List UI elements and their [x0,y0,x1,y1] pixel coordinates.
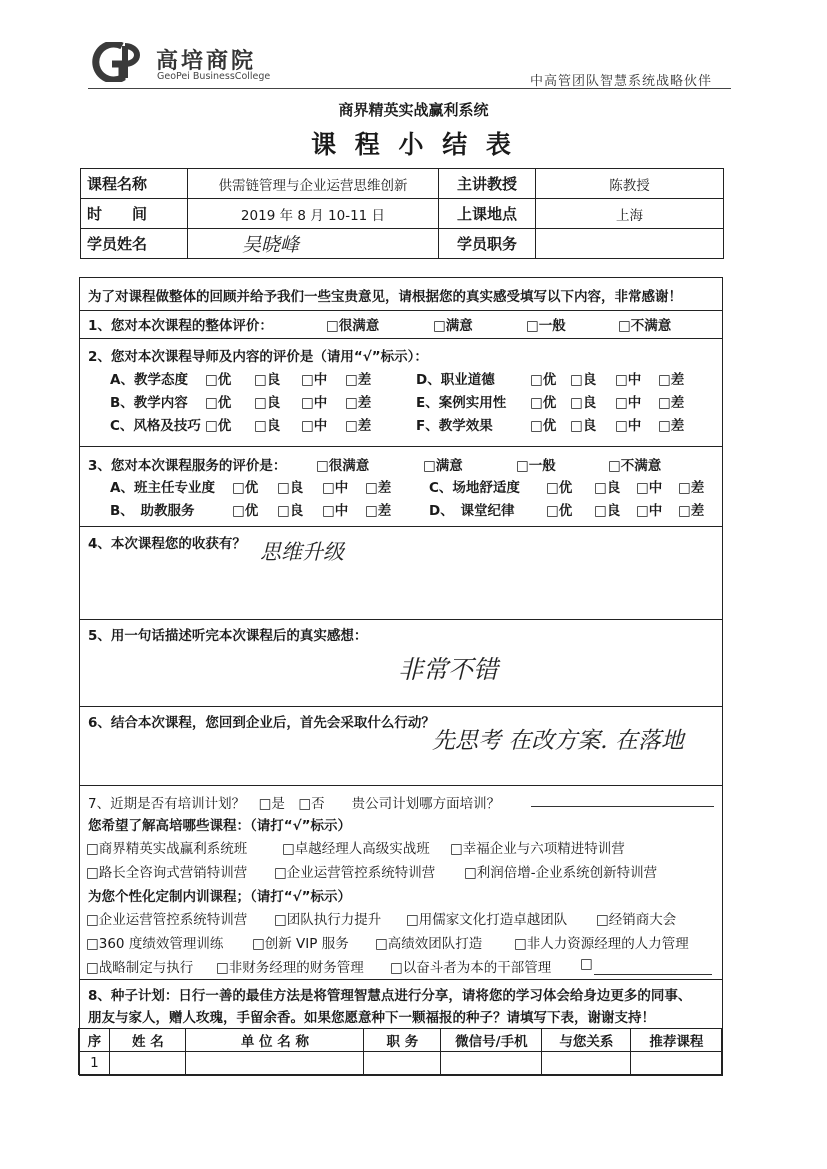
q3-criterion-left: A、班主任专业度 [110,480,215,496]
place-label: 上课地点 [439,199,536,229]
doc-title: 课 程 小 结 表 [311,130,516,159]
custom-course-option[interactable]: □战略制定与执行 [86,960,194,976]
custom-course-option[interactable]: □创新 VIP 服务 [252,936,349,952]
custom-course-option[interactable]: □团队执行力提升 [274,912,382,928]
q8-line-2: 朋友与家人，赠人玫瑰，手留余香。如果您愿意种下一颗福报的种子？请填写下表，谢谢支持！ [88,1010,655,1026]
custom-course-option[interactable]: □360 度绩效管理训练 [86,936,224,952]
student-job-label: 学员职务 [439,229,536,259]
q2-rating-option[interactable]: □中 [301,372,328,388]
teacher-label: 主讲教授 [439,169,536,199]
q2-rating-option[interactable]: □优 [205,418,232,434]
q1-option-satisfied[interactable]: □满意 [433,318,473,334]
q2-label: 2、您对本次课程导师及内容的评价是（请用“√”标示）： [88,349,428,365]
q2-criterion-left: A、教学态度 [110,372,188,388]
q2-rating-option[interactable]: □优 [530,372,557,388]
q6-label: 6、结合本次课程，您回到企业后，首先会采取什么行动？ [88,715,435,731]
q3-criterion-right: D、 课堂纪律 [429,503,515,519]
q2-rating-option[interactable]: □优 [205,372,232,388]
teacher-value: 陈教授 [536,169,724,199]
survey-box [79,277,723,1076]
q1-label: 1、您对本次课程的整体评价： [88,318,273,334]
q3-option-very-satisfied[interactable]: □很满意 [316,458,370,474]
q3-rating-option[interactable]: □优 [546,503,573,519]
q3-rating-option[interactable]: □良 [594,503,621,519]
q2-criterion-right: F、教学效果 [416,418,493,434]
course-option[interactable]: □幸福企业与六项精进特训营 [450,841,625,857]
student-name-label: 学员姓名 [81,229,188,259]
student-name-value[interactable]: 吴晓峰 [188,229,439,259]
referral-col-company: 单 位 名 称 [186,1029,364,1052]
q2-rating-option[interactable]: □良 [570,418,597,434]
q2-rating-option[interactable]: □优 [205,395,232,411]
q3-option-satisfied[interactable]: □满意 [423,458,463,474]
referral-cell-name[interactable] [110,1052,186,1075]
q4-label: 4、本次课程您的收获有？ [88,536,246,552]
header-rule [88,88,731,89]
logo-icon [92,42,154,82]
q2-rating-option[interactable]: □良 [254,395,281,411]
q7-training-plan: 7、近期是否有培训计划？ □是 □否 贵公司计划哪方面培训？ [88,796,501,812]
q3-rating-option[interactable]: □良 [594,480,621,496]
custom-course-option[interactable]: □高绩效团队打造 [375,936,483,952]
q2-rating-option[interactable]: □差 [345,372,372,388]
course-name-label: 课程名称 [81,169,188,199]
q5-answer[interactable]: 非常不错 [398,655,499,684]
q2-rating-option[interactable]: □良 [254,418,281,434]
q3-label: 3、您对本次课程服务的评价是： [88,458,287,474]
q8-line-1: 8、种子计划：日行一善的最佳方法是将管理智慧点进行分享，请将您的学习体会给身边更多的同事、 [88,988,692,1004]
q3-rating-option[interactable]: □良 [277,480,304,496]
custom-course-option[interactable]: □经销商大会 [596,912,677,928]
q5-label: 5、用一句话描述听完本次课程后的真实感想： [88,628,368,644]
q3-option-average[interactable]: □一般 [516,458,556,474]
q7-training-blank[interactable] [531,806,714,807]
q3-rating-option[interactable]: □差 [365,480,392,496]
student-job-value[interactable] [536,229,724,259]
course-option[interactable]: □商界精英实战赢利系统班 [86,841,248,857]
q3-rating-option[interactable]: □中 [636,480,663,496]
q3-criterion-right: C、场地舒适度 [429,480,520,496]
referral-header-row [79,1029,722,1052]
table-row [79,1052,722,1075]
tagline: 中高管团队智慧系统战略伙伴 [530,74,713,89]
course-name-value: 供需链管理与企业运营思维创新 [188,169,439,199]
q2-criterion-left: B、教学内容 [110,395,188,411]
q6-answer[interactable]: 先思考 在改方案. 在落地 [432,728,684,754]
custom-course-option[interactable]: □以奋斗者为本的干部管理 [390,960,552,976]
custom-course-option[interactable]: □非人力资源经理的人力管理 [514,936,689,952]
course-info-table [80,168,724,259]
q4-answer[interactable]: 思维升级 [260,540,344,564]
q2-rating-option[interactable]: □中 [615,418,642,434]
q7-courses-label: 您希望了解高培哪些课程：（请打“√”标示） [88,818,351,834]
q2-rating-option[interactable]: □差 [658,395,685,411]
referral-col-course: 推荐课程 [631,1029,722,1052]
q3-criterion-left: B、 助教服务 [110,503,195,519]
q2-criterion-right: E、案例实用性 [416,395,507,411]
q2-criterion-left: C、风格及技巧 [110,418,201,434]
q3-rating-option[interactable]: □中 [322,503,349,519]
q2-rating-option[interactable]: □良 [570,395,597,411]
referral-cell-index: 1 [79,1052,110,1075]
time-label: 时 间 [81,199,188,229]
q2-rating-option[interactable]: □差 [345,418,372,434]
referral-col-name: 姓 名 [110,1029,186,1052]
referral-col-index: 序 [79,1029,110,1052]
q3-rating-option[interactable]: □优 [232,503,259,519]
q3-rating-option[interactable]: □差 [365,503,392,519]
q2-rating-option[interactable]: □中 [301,418,328,434]
course-option[interactable]: □企业运营管控系统特训营 [274,865,436,881]
logo-english: GeoPei BusinessCollege [157,71,271,82]
referral-cell-wechat[interactable] [441,1052,542,1075]
referral-cell-course[interactable] [631,1052,722,1075]
referral-col-position: 职 务 [364,1029,441,1052]
course-option[interactable]: □利润倍增-企业系统创新特训营 [464,865,658,881]
q3-rating-option[interactable]: □优 [546,480,573,496]
q7-custom-other-blank[interactable] [594,974,712,975]
q2-rating-option[interactable]: □中 [301,395,328,411]
q2-rating-option[interactable]: □优 [530,418,557,434]
time-value: 2019 年 8 月 10-11 日 [188,199,439,229]
referral-cell-company[interactable] [186,1052,364,1075]
q2-rating-option[interactable]: □差 [658,418,685,434]
referral-col-relation: 与您关系 [542,1029,631,1052]
q2-rating-option[interactable]: □良 [254,372,281,388]
q3-rating-option[interactable]: □差 [678,480,705,496]
q2-rating-option[interactable]: □中 [615,372,642,388]
q3-option-unsatisfied[interactable]: □不满意 [608,458,662,474]
survey-intro: 为了对课程做整体的回顾并给予我们一些宝贵意见，请根据您的真实感受填写以下内容，非常感谢！ [88,289,682,305]
q2-rating-option[interactable]: □优 [530,395,557,411]
q3-rating-option[interactable]: □中 [322,480,349,496]
q1-option-average[interactable]: □一般 [526,318,566,334]
custom-course-option[interactable]: □ [580,956,593,972]
referral-cell-relation[interactable] [542,1052,631,1075]
q3-rating-option[interactable]: □差 [678,503,705,519]
q3-rating-option[interactable]: □良 [277,503,304,519]
custom-course-option[interactable]: □企业运营管控系统特训营 [86,912,248,928]
custom-course-option[interactable]: □用儒家文化打造卓越团队 [406,912,568,928]
referral-table [78,1028,722,1075]
q1-option-unsatisfied[interactable]: □不满意 [618,318,672,334]
logo-name: 高培商院 [156,49,257,74]
q3-rating-option[interactable]: □优 [232,480,259,496]
logo [92,42,154,82]
referral-col-wechat: 微信号/手机 [441,1029,542,1052]
q2-criterion-right: D、职业道德 [416,372,495,388]
doc-subtitle: 商界精英实战赢利系统 [338,101,489,119]
place-value: 上海 [536,199,724,229]
course-option[interactable]: □卓越经理人高级实战班 [282,841,430,857]
q2-rating-option[interactable]: □良 [570,372,597,388]
course-option[interactable]: □路长全咨询式营销特训营 [86,865,248,881]
custom-course-option[interactable]: □非财务经理的财务管理 [216,960,364,976]
q3-rating-option[interactable]: □中 [636,503,663,519]
q7-custom-label: 为您个性化定制内训课程；（请打“√”标示） [88,889,351,905]
referral-cell-position[interactable] [364,1052,441,1075]
q2-rating-option[interactable]: □中 [615,395,642,411]
q2-rating-option[interactable]: □差 [658,372,685,388]
q1-option-very-satisfied[interactable]: □很满意 [326,318,380,334]
q2-rating-option[interactable]: □差 [345,395,372,411]
